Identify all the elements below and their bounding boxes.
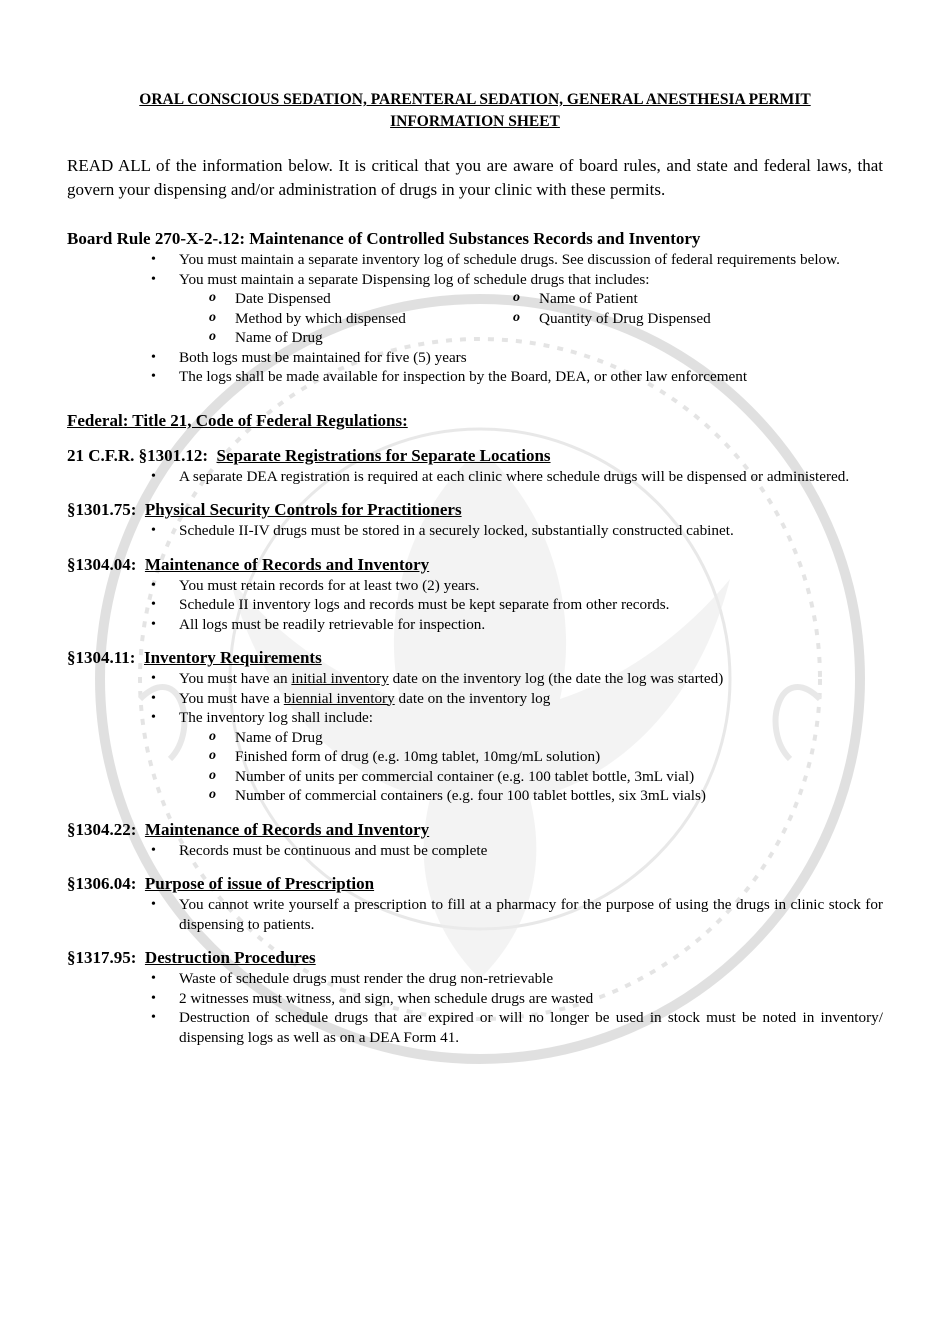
section-list — [67, 467, 883, 487]
page-title — [67, 89, 883, 133]
section-1301-12 — [67, 445, 883, 487]
section-title: Maintenance of Records and Inventory — [144, 819, 430, 839]
list-item-text: The inventory log shall include: — [179, 709, 374, 726]
list-item: • Schedule II-IV drugs must be stored in a securely locked, substantially constructed cabinet. — [67, 521, 883, 541]
section-code: §1304.04: — [67, 554, 137, 574]
list-item: • You must maintain a separate inventory log of schedule drugs. See discussion of federal requirements below. — [67, 250, 883, 270]
section-1306-04 — [67, 873, 883, 934]
section-code: §1317.95: — [67, 948, 137, 967]
section-list — [67, 576, 883, 635]
text-part: You must have an — [179, 670, 292, 687]
list-item: • You must retain records for at least two (2) years. — [67, 576, 883, 596]
list-item: • The logs shall be made available for inspection by the Board, DEA, or other law enforcement — [67, 367, 883, 387]
section-title: Inventory Requirements — [143, 648, 322, 667]
list-item: • Both logs must be maintained for five (5) years — [67, 348, 883, 368]
section-1304-04 — [67, 554, 883, 635]
sub-item: o Quantity of Drug Dispensed — [483, 309, 783, 329]
text-part: date on the inventory log (the date the log was started) — [388, 670, 724, 687]
board-rule-section — [67, 228, 883, 387]
sub-item: o Finished form of drug (e.g. 10mg tablet, 10mg/mL solution) — [179, 747, 883, 767]
list-item: • All logs must be readily retrievable for inspection. — [67, 615, 883, 635]
inventory-fields — [179, 728, 883, 806]
list-item: • You cannot write yourself a prescription to fill at a pharmacy for the purpose of using the drugs in clinic stock for dispensing to patients. — [67, 895, 883, 934]
text-underlined: initial inventory — [291, 670, 389, 687]
list-item: • Waste of schedule drugs must render the drug non-retrievable — [67, 969, 883, 989]
list-item: • Records must be continuous and must be complete — [67, 841, 883, 861]
section-1304-11 — [67, 647, 883, 806]
section-list — [67, 841, 883, 861]
section-list — [67, 669, 883, 806]
list-item: • A separate DEA registration is required at each clinic where schedule drugs will be dispensed or administered. — [67, 467, 883, 487]
section-code: §1301.75: — [67, 500, 137, 519]
text-underlined: biennial inventory — [283, 689, 395, 707]
section-code: §1304.22: — [67, 819, 137, 839]
section-list — [67, 521, 883, 541]
section-code: §1304.11: — [67, 648, 136, 667]
sub-item: o Number of commercial containers (e.g. four 100 tablet bottles, six 3mL vials) — [179, 786, 883, 806]
list-item — [67, 669, 883, 689]
sub-item: o Name of Drug — [179, 728, 883, 748]
text-part: date on the inventory log — [394, 689, 551, 707]
section-1301-75 — [67, 499, 883, 541]
title-line-1: ORAL CONSCIOUS SEDATION, PARENTERAL SEDATION, GENERAL ANESTHESIA PERMIT — [139, 91, 811, 108]
title-line-2: INFORMATION SHEET — [390, 113, 560, 130]
list-item — [67, 270, 883, 348]
board-rule-list — [67, 250, 883, 387]
sub-item: o Date Dispensed — [179, 289, 483, 309]
list-item — [67, 689, 883, 709]
section-list — [67, 895, 883, 934]
section-1304-22 — [67, 819, 883, 861]
sub-item: o Name of Patient — [483, 289, 783, 309]
sub-item: o Number of units per commercial container (e.g. 100 tablet bottle, 3mL vial) — [179, 767, 883, 787]
document-page — [0, 89, 950, 1047]
list-item: • Schedule II inventory logs and records must be kept separate from other records. — [67, 595, 883, 615]
section-code: §1306.04: — [67, 874, 137, 893]
section-title: Separate Registrations for Separate Locations — [216, 445, 551, 465]
section-title: Purpose of issue of Prescription — [144, 874, 375, 893]
board-rule-heading: Board Rule 270-X-2-.12: Maintenance of Controlled Substances Records and Inventory — [67, 229, 701, 248]
section-code: 21 C.F.R. §1301.12: — [67, 445, 209, 465]
list-item: • Destruction of schedule drugs that are expired or will no longer be used in stock must be noted in inventory/ dispensing logs as well as on a DEA Form 41. — [67, 1008, 883, 1047]
section-title: Destruction Procedures — [144, 948, 316, 967]
list-item-text: You must maintain a separate Dispensing log of schedule drugs that includes: — [179, 270, 650, 288]
intro-paragraph: READ ALL of the information below. It is critical that you are aware of board rules, and state and federal laws, that govern your dispensing and/or administration of drugs in your clinic with these permits. — [67, 156, 883, 199]
section-title: Maintenance of Records and Inventory — [144, 554, 430, 574]
list-item: • 2 witnesses must witness, and sign, when schedule drugs are wasted — [67, 989, 883, 1009]
sub-list-left — [179, 289, 483, 348]
sub-item: o Method by which dispensed — [179, 309, 483, 329]
sub-item: o Name of Drug — [179, 328, 483, 348]
text-part: You must have a — [179, 689, 284, 707]
section-1317-95 — [67, 947, 883, 1047]
dispensing-log-fields — [179, 289, 883, 348]
section-list — [67, 969, 883, 1047]
sub-list-right — [483, 289, 783, 348]
list-item — [67, 708, 883, 806]
federal-heading: Federal: Title 21, Code of Federal Regulations: — [67, 410, 408, 430]
section-title: Physical Security Controls for Practitioners — [144, 500, 462, 519]
